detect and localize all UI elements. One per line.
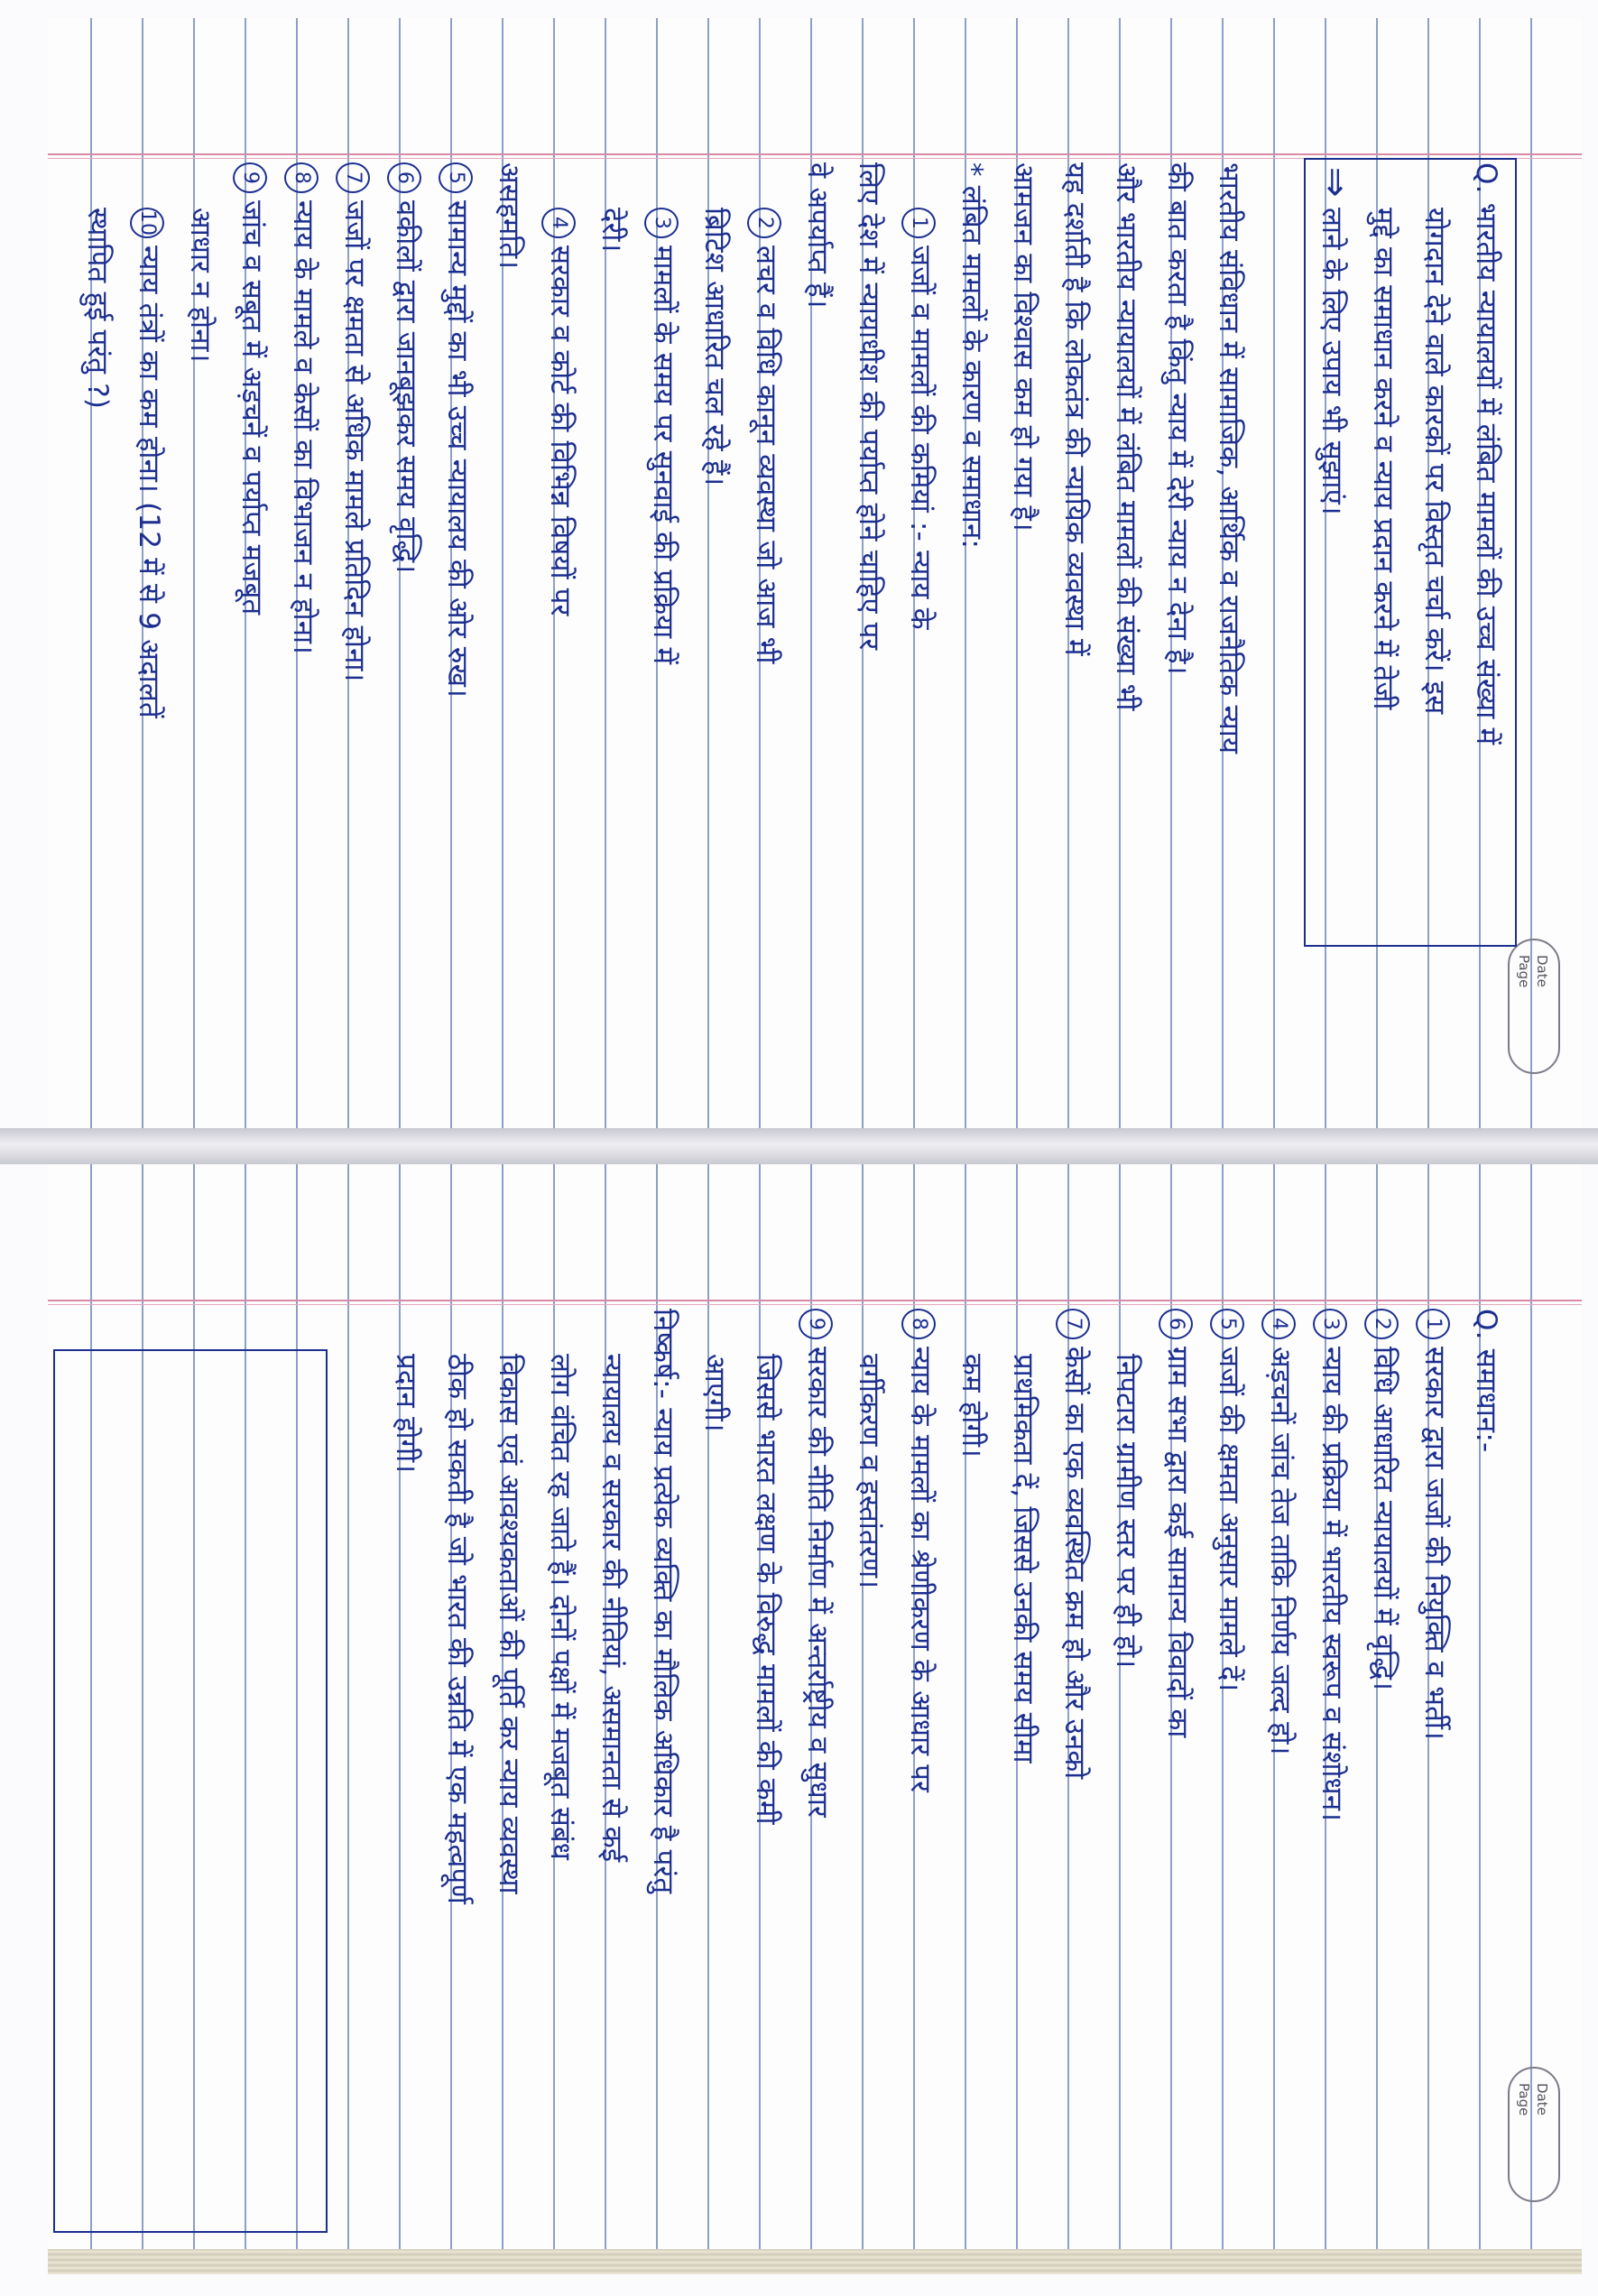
book-gutter bbox=[0, 1128, 1598, 1164]
conclusion-line: न्यायालय व सरकार की नीतियां, असमानता से कई bbox=[596, 1354, 628, 1863]
left-page-text bbox=[71, 162, 1511, 1092]
item-number: 6 bbox=[388, 162, 422, 193]
arrow-mark-icon: ⇒ bbox=[1315, 167, 1356, 198]
item-number: 8 bbox=[285, 162, 319, 193]
date-page-stamp bbox=[1508, 939, 1560, 1074]
intro-line: आमजन का विश्वास कम हो गया है। bbox=[1007, 162, 1039, 532]
item-number: 9 bbox=[799, 1309, 834, 1339]
item-number: 3 bbox=[645, 208, 679, 238]
conclusion-box bbox=[53, 1349, 328, 2233]
reason-item: 10न्याय तंत्रों का कम होना। (12 में से 9 अदालतें bbox=[123, 162, 174, 1092]
solution-line: आएगी। bbox=[698, 1354, 731, 1432]
reason-item: 3मामलों के समय पर सुनवाई की प्रक्रिया में bbox=[637, 162, 688, 1092]
intro-line: भारतीय संविधान में सामाजिक, आर्थिक व राजनैतिक न्याय bbox=[1213, 162, 1245, 755]
date-label: Date bbox=[1534, 955, 1550, 987]
item-number: 7 bbox=[1057, 1309, 1091, 1339]
question-line: Q. भारतीय न्यायालयों में लंबित मामलों की उच्च संख्या में bbox=[1470, 162, 1502, 745]
reason-item: 6वकीलों द्वारा जानबूझकर समय वृद्धि। bbox=[380, 162, 431, 1092]
conclusion-line: प्रदान होगी। bbox=[390, 1354, 422, 1474]
reason-line: देरी। bbox=[596, 208, 628, 253]
item-number: 2 bbox=[748, 208, 782, 238]
solution-item: 8न्याय के मामलों का श्रेणीकरण के आधार पर bbox=[894, 1309, 946, 2220]
date-label: Date bbox=[1534, 2083, 1550, 2115]
item-number: 8 bbox=[902, 1309, 937, 1339]
intro-line: यह दर्शाती है कि लोकतंत्र की न्यायिक व्यवस्था में bbox=[1058, 162, 1091, 656]
solution-item: 2विधि आधारित न्यायालयों में वृद्धि। bbox=[1357, 1309, 1409, 2220]
solution-line: निपटारा ग्रामीण स्तर पर ही हो। bbox=[1110, 1354, 1142, 1669]
item-number: 5 bbox=[439, 162, 474, 193]
intro-line: की बात करता है किंतु न्याय में देरी न्याय न देना है। bbox=[1161, 162, 1194, 675]
question-number: Q. bbox=[1470, 162, 1502, 194]
page-edge bbox=[48, 2249, 1582, 2274]
question-line: लाने के लिए उपाय भी सुझाएं। bbox=[1316, 208, 1348, 515]
right-page bbox=[48, 1164, 1582, 2274]
item-number: 4 bbox=[542, 208, 577, 238]
blank-line bbox=[1254, 162, 1306, 1092]
question-line: मुद्दे का समाधान करने व न्याय प्रदान करने में तेजी bbox=[1367, 208, 1399, 710]
reason-item: 5सामान्य मुद्दों का भी उच्च न्यायालय की ओर रुख। bbox=[431, 162, 483, 1092]
solution-item: 3न्याय की प्रक्रिया में भारतीय स्वरूप व संशोधन। bbox=[1306, 1309, 1357, 2220]
solution-item: 5जजों की क्षमता अनुसार मामले दें। bbox=[1203, 1309, 1254, 2220]
solution-item: 4अड़चनों जांच तेज ताकि निर्णय जल्द हो। bbox=[1254, 1309, 1306, 2220]
item-number: 10 bbox=[131, 208, 165, 238]
reason-item: 7जजों पर क्षमता से अधिक मामले प्रतिदिन होना। bbox=[328, 162, 380, 1092]
item-number: 1 bbox=[1417, 1309, 1451, 1339]
conclusion-line: ठीक हो सकती है जो भारत की उन्नति में एक महत्वपूर्ण bbox=[441, 1354, 474, 1904]
conclusion-line: निष्कर्ष:- न्याय प्रत्येक व्यक्ति का मौलिक अधिकार है परंतु bbox=[647, 1309, 679, 1894]
conclusion-line: लोग वंचित रह जाते हैं। दोनों पक्षों में मजबूत संबंध bbox=[544, 1354, 577, 1861]
page-label: Page bbox=[1516, 955, 1532, 988]
page-label: Page bbox=[1516, 2083, 1532, 2116]
left-page bbox=[48, 18, 1582, 1129]
reason-line: असहमति। bbox=[493, 162, 525, 270]
reason-item: 8न्याय के मामले व केसों का विभाजन न होना। bbox=[277, 162, 328, 1092]
margin-line bbox=[48, 153, 1582, 159]
question-line: योगदान देने वाले कारकों पर विस्तृत चर्चा करें। इस bbox=[1418, 208, 1451, 715]
reason-line: वे अपर्याप्त हैं। bbox=[801, 162, 834, 309]
reasons-heading: * लंबित मामलों के कारण व समाधान: bbox=[956, 162, 988, 550]
solution-item: 9सरकार की नीति निर्माण में अन्तर्राष्ट्रीय व सुधार bbox=[791, 1309, 843, 2220]
reason-item: 9जांच व सबूत में अड़चनें व पर्याप्त मजबूत bbox=[226, 162, 277, 1092]
item-number: 1 bbox=[902, 208, 937, 238]
intro-line: और भारतीय न्यायालयों में लंबित मामलों की संख्या भी bbox=[1110, 162, 1142, 711]
solution-line: कम होगी। bbox=[956, 1354, 988, 1458]
item-number: 4 bbox=[1262, 1309, 1297, 1339]
item-number: 3 bbox=[1314, 1309, 1348, 1339]
reason-line: स्थापित हुई परंतु ?) bbox=[81, 208, 114, 410]
conclusion-label: निष्कर्ष:- bbox=[647, 1309, 679, 1400]
solutions-heading: Q. समाधान:- bbox=[1470, 1309, 1502, 1453]
solution-item: 7केसों का एक व्यवस्थित क्रम हो और उनको bbox=[1048, 1309, 1100, 2220]
item-number: 6 bbox=[1159, 1309, 1194, 1339]
conclusion-line: विकास एवं आवश्यकताओं की पूर्ति कर न्याय व्यवस्था bbox=[493, 1354, 525, 1894]
reason-item: 1जजों व मामलों की कमियां :- न्याय के bbox=[894, 162, 946, 1092]
margin-line bbox=[48, 1300, 1582, 1305]
solution-item: 1सरकार द्वारा जजों की नियुक्ति व भर्ती। bbox=[1409, 1309, 1460, 2220]
item-number: 5 bbox=[1211, 1309, 1245, 1339]
solution-line: जिससे भारत लक्षण के विरुद्ध मामलों की कमी bbox=[750, 1354, 782, 1825]
reason-item: 4सरकार व कोर्ट की विभिन्न विषयों पर bbox=[534, 162, 586, 1092]
reason-line: आधार न होना। bbox=[184, 208, 217, 363]
solution-line: वर्गीकरण व हस्तांतरण। bbox=[853, 1354, 885, 1589]
reason-item: 2लचर व विधि कानून व्यवस्था जो आज भी bbox=[740, 162, 791, 1092]
date-page-stamp bbox=[1508, 2067, 1560, 2202]
reason-line: लिए देश में न्यायाधीश की पर्याप्त होने चाहिए पर bbox=[853, 162, 885, 651]
reason-line: ब्रिटिश आधारित चल रहे हैं। bbox=[698, 208, 731, 486]
item-number: 7 bbox=[337, 162, 371, 193]
item-number: 9 bbox=[234, 162, 268, 193]
solution-line: प्राथमिकता दें, जिससे उनकी समय सीमा bbox=[1007, 1354, 1039, 1764]
item-number: 2 bbox=[1365, 1309, 1399, 1339]
solution-item: 6ग्राम सभा द्वारा कई सामान्य विवादों का bbox=[1151, 1309, 1203, 2220]
right-page-text bbox=[380, 1309, 1511, 2220]
